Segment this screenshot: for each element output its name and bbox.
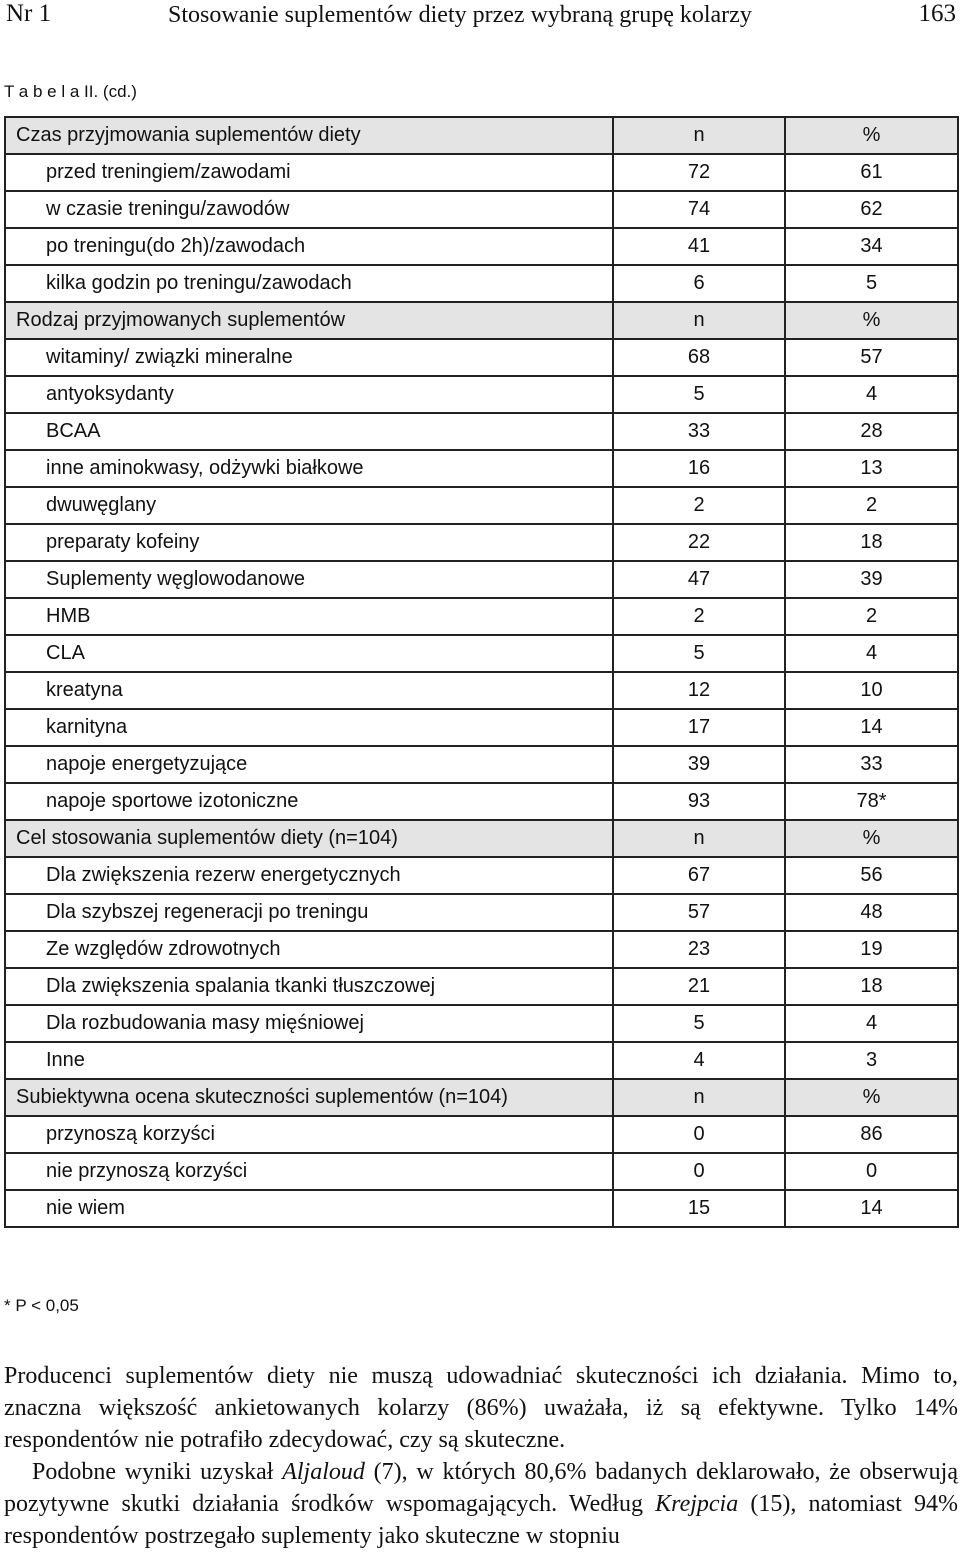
table-row bbox=[5, 709, 958, 746]
table-row-label: przynoszą korzyści bbox=[5, 1116, 613, 1153]
author-krejpcia: Krejpcia bbox=[655, 1491, 739, 1517]
table-row-pct: 14 bbox=[785, 1190, 958, 1227]
table-row-n: 74 bbox=[613, 191, 785, 228]
table-row-pct: 56 bbox=[785, 857, 958, 894]
table-row bbox=[5, 931, 958, 968]
table-row-pct: 18 bbox=[785, 968, 958, 1005]
table-row-n: 5 bbox=[613, 635, 785, 672]
table-row-pct: 18 bbox=[785, 524, 958, 561]
table-row-label: Suplementy węglowodanowe bbox=[5, 561, 613, 598]
section-header-row-n: n bbox=[613, 302, 785, 339]
section-header-row bbox=[5, 302, 958, 339]
table-row-label: Dla rozbudowania masy mięśniowej bbox=[5, 1005, 613, 1042]
table-row bbox=[5, 1116, 958, 1153]
table-row-pct: 13 bbox=[785, 450, 958, 487]
table-row bbox=[5, 672, 958, 709]
table-row-n: 5 bbox=[613, 376, 785, 413]
page-header bbox=[0, 0, 960, 32]
table-row-pct: 86 bbox=[785, 1116, 958, 1153]
table-row-pct: 33 bbox=[785, 746, 958, 783]
table-row-label: dwuwęglany bbox=[5, 487, 613, 524]
table-row-pct: 19 bbox=[785, 931, 958, 968]
section-header-row bbox=[5, 1079, 958, 1116]
paragraph-2-text-a: Podobne wyniki uzyskał bbox=[32, 1459, 283, 1485]
table-row-label: nie wiem bbox=[5, 1190, 613, 1227]
table-row-label: kilka godzin po treningu/zawodach bbox=[5, 265, 613, 302]
table-row-label: w czasie treningu/zawodów bbox=[5, 191, 613, 228]
table-caption: T a b e l a II. (cd.) bbox=[4, 82, 137, 101]
table-row bbox=[5, 598, 958, 635]
paragraph-1: Producenci suplementów diety nie muszą udowadniać skuteczności ich działania. Mimo to, znaczna większość ankietowanych kolarzy (86%) uważała, iż są efektywne. Tylko 14% respondentów nie potrafiło zdecydować, czy są skuteczne. bbox=[4, 1363, 958, 1453]
table-row-n: 0 bbox=[613, 1153, 785, 1190]
table-row-pct: 61 bbox=[785, 154, 958, 191]
table-row-label: Dla zwiększenia rezerw energetycznych bbox=[5, 857, 613, 894]
table-row-n: 12 bbox=[613, 672, 785, 709]
supplements-table bbox=[4, 116, 959, 1228]
table-row-n: 0 bbox=[613, 1116, 785, 1153]
table-row-n: 2 bbox=[613, 598, 785, 635]
table-row bbox=[5, 857, 958, 894]
table-row-label: HMB bbox=[5, 598, 613, 635]
table-row-pct: 78* bbox=[785, 783, 958, 820]
paragraph-2-text-b: (7), w których 80,6% badanych deklarowało, że obserwują pozytywne skutki działania środków wspomagających. Według bbox=[4, 1459, 958, 1517]
table-row-pct: 0 bbox=[785, 1153, 958, 1190]
table-row-n: 5 bbox=[613, 1005, 785, 1042]
table-row-label: CLA bbox=[5, 635, 613, 672]
section-header-row-pct: % bbox=[785, 1079, 958, 1116]
table-row-pct: 14 bbox=[785, 709, 958, 746]
table-row-pct: 10 bbox=[785, 672, 958, 709]
table-row-pct: 34 bbox=[785, 228, 958, 265]
table-row bbox=[5, 968, 958, 1005]
page-number: 163 bbox=[918, 0, 956, 27]
table-row-label: karnityna bbox=[5, 709, 613, 746]
table-row bbox=[5, 450, 958, 487]
table-row-n: 16 bbox=[613, 450, 785, 487]
table-row bbox=[5, 339, 958, 376]
table-row bbox=[5, 154, 958, 191]
table-footnote: * P < 0,05 bbox=[4, 1296, 79, 1315]
table-row-label: przed treningiem/zawodami bbox=[5, 154, 613, 191]
table-row-n: 93 bbox=[613, 783, 785, 820]
table-row-n: 6 bbox=[613, 265, 785, 302]
section-header-row-label: Czas przyjmowania suplementów diety bbox=[5, 117, 613, 154]
table-row-n: 67 bbox=[613, 857, 785, 894]
table-row bbox=[5, 191, 958, 228]
section-header-row-pct: % bbox=[785, 117, 958, 154]
table-row-label: preparaty kofeiny bbox=[5, 524, 613, 561]
paragraph-2-text-c: (15), natomiast 94% respondentów postrzegało suplementy jako skuteczne w stopniu bbox=[4, 1491, 958, 1549]
table-row-n: 41 bbox=[613, 228, 785, 265]
section-header-row bbox=[5, 820, 958, 857]
table-row bbox=[5, 783, 958, 820]
table-row-pct: 62 bbox=[785, 191, 958, 228]
table-row bbox=[5, 1153, 958, 1190]
issue-number: Nr 1 bbox=[6, 0, 52, 27]
section-header-row-pct: % bbox=[785, 302, 958, 339]
table-row-pct: 4 bbox=[785, 635, 958, 672]
table-row bbox=[5, 487, 958, 524]
table-row-label: Inne bbox=[5, 1042, 613, 1079]
table-row-n: 57 bbox=[613, 894, 785, 931]
section-header-row-label: Rodzaj przyjmowanych suplementów bbox=[5, 302, 613, 339]
table-row bbox=[5, 376, 958, 413]
table-row-label: Ze względów zdrowotnych bbox=[5, 931, 613, 968]
table-row-n: 47 bbox=[613, 561, 785, 598]
table-row bbox=[5, 561, 958, 598]
author-aljaloud: Aljaloud bbox=[282, 1459, 365, 1485]
section-header-row-label: Cel stosowania suplementów diety (n=104) bbox=[5, 820, 613, 857]
table-row-pct: 3 bbox=[785, 1042, 958, 1079]
table-row bbox=[5, 228, 958, 265]
running-title: Stosowanie suplementów diety przez wybraną grupę kolarzy bbox=[168, 2, 752, 28]
section-header-row-label: Subiektywna ocena skuteczności suplementów (n=104) bbox=[5, 1079, 613, 1116]
section-header-row-n: n bbox=[613, 117, 785, 154]
table-row bbox=[5, 1190, 958, 1227]
table-row bbox=[5, 1042, 958, 1079]
table-row-label: inne aminokwasy, odżywki białkowe bbox=[5, 450, 613, 487]
table-row-pct: 5 bbox=[785, 265, 958, 302]
table-row-pct: 39 bbox=[785, 561, 958, 598]
table-row bbox=[5, 413, 958, 450]
table-row-n: 23 bbox=[613, 931, 785, 968]
table-row-n: 2 bbox=[613, 487, 785, 524]
table-row-n: 17 bbox=[613, 709, 785, 746]
table-row-n: 4 bbox=[613, 1042, 785, 1079]
table-row bbox=[5, 265, 958, 302]
section-header-row-pct: % bbox=[785, 820, 958, 857]
table-row-pct: 4 bbox=[785, 1005, 958, 1042]
section-header-row-n: n bbox=[613, 820, 785, 857]
table-row bbox=[5, 524, 958, 561]
table-row-label: BCAA bbox=[5, 413, 613, 450]
table-row bbox=[5, 894, 958, 931]
table-row-n: 72 bbox=[613, 154, 785, 191]
table-row-label: po treningu(do 2h)/zawodach bbox=[5, 228, 613, 265]
table-row bbox=[5, 746, 958, 783]
table-row-pct: 28 bbox=[785, 413, 958, 450]
table-row-pct: 57 bbox=[785, 339, 958, 376]
table-row-n: 68 bbox=[613, 339, 785, 376]
section-header-row bbox=[5, 117, 958, 154]
body-text bbox=[4, 1360, 958, 1552]
table-row-label: Dla szybszej regeneracji po treningu bbox=[5, 894, 613, 931]
table-row-n: 22 bbox=[613, 524, 785, 561]
table-row-label: witaminy/ związki mineralne bbox=[5, 339, 613, 376]
table-row bbox=[5, 635, 958, 672]
section-header-row-n: n bbox=[613, 1079, 785, 1116]
table-row-n: 39 bbox=[613, 746, 785, 783]
table-row-pct: 2 bbox=[785, 487, 958, 524]
table-row-label: napoje energetyzujące bbox=[5, 746, 613, 783]
table-row-pct: 48 bbox=[785, 894, 958, 931]
table-row-label: antyoksydanty bbox=[5, 376, 613, 413]
table-row-pct: 2 bbox=[785, 598, 958, 635]
table-row-label: napoje sportowe izotoniczne bbox=[5, 783, 613, 820]
table-row-n: 21 bbox=[613, 968, 785, 1005]
table-row-label: kreatyna bbox=[5, 672, 613, 709]
table-row-label: Dla zwiększenia spalania tkanki tłuszczowej bbox=[5, 968, 613, 1005]
table-row-pct: 4 bbox=[785, 376, 958, 413]
table-row bbox=[5, 1005, 958, 1042]
paragraph-2 bbox=[4, 1456, 958, 1552]
table-row-n: 15 bbox=[613, 1190, 785, 1227]
table-row-n: 33 bbox=[613, 413, 785, 450]
table-row-label: nie przynoszą korzyści bbox=[5, 1153, 613, 1190]
